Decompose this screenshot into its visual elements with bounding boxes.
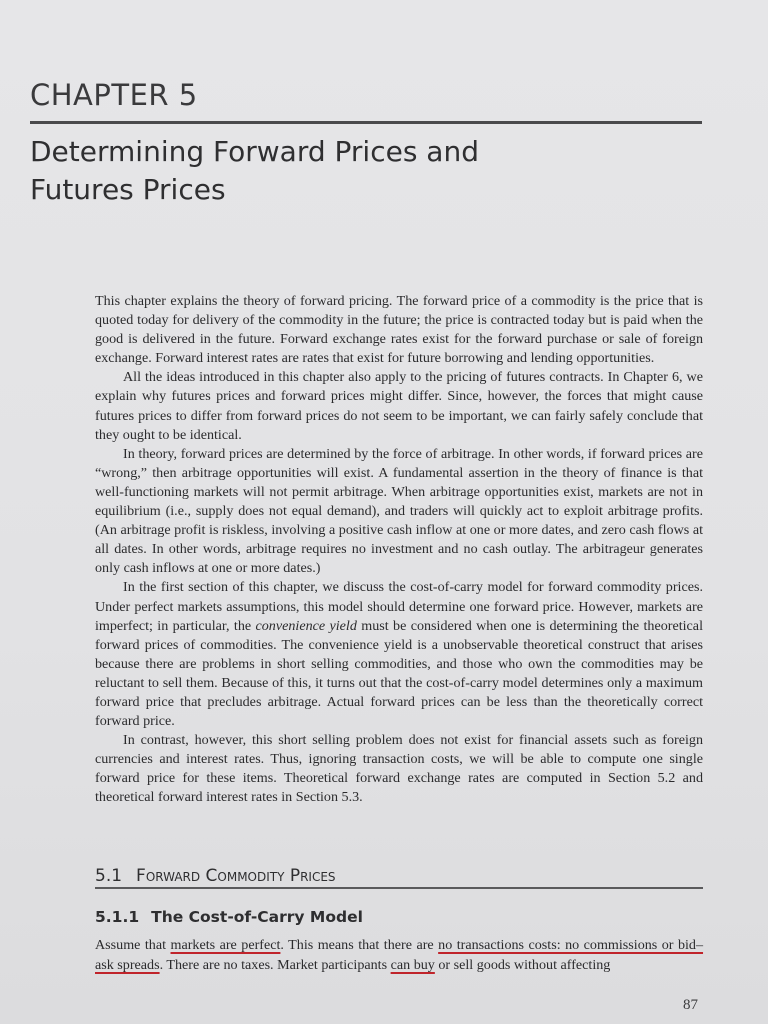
chapter-label: CHAPTER 5	[30, 78, 198, 112]
subsection-number: 5.1.1	[95, 908, 140, 926]
text-run: . There are no taxes. Market participants	[159, 957, 391, 973]
intro-paragraph-1: This chapter explains the theory of forward pricing. The forward price of a commodity is the price that is quoted today for delivery of the commodity in the future; the price is contracted today but is paid when the good is delivered in the future. Forward exchange rates exist for the forward purchase or sale of foreign exchange. Forward interest rates are rates that exist for future borrowing and lending opportunities.	[95, 293, 703, 367]
subsection-title: The Cost-of-Carry Model	[151, 908, 363, 926]
chapter-title-line1: Determining Forward Prices and	[30, 135, 479, 168]
page-number: 87	[683, 997, 698, 1013]
pen-underlined-text: markets are perfect	[170, 937, 281, 953]
intro-paragraph-2: All the ideas introduced in this chapter also apply to the pricing of futures contracts. In Chapter 6, we explain why futures prices and forward prices might differ. Since, however, the forces that might cause futures prices to differ from forward prices do not seem to be important, we can fairly safely conclude that they ought to be identical.	[95, 369, 703, 443]
chapter-rule	[30, 121, 702, 124]
section-title: Forward Commodity Prices	[136, 866, 336, 886]
convenience-yield-term: convenience yield	[255, 617, 357, 634]
subsection-text	[95, 935, 703, 975]
text-run: Assume that	[95, 937, 171, 953]
subsection-heading	[95, 908, 363, 926]
chapter-title	[30, 133, 690, 209]
text-run: or sell goods without affecting	[434, 957, 611, 973]
intro-text	[95, 292, 703, 808]
intro-paragraph-3: In theory, forward prices are determined by the force of arbitrage. In other words, if forward prices are “wrong,” then arbitrage opportunities will exist. A fundamental assertion in the theory of finance is that well-functioning markets will not permit arbitrage. When arbitrage opportunities exist, markets are not in equilibrium (i.e., supply does not equal demand), and traders will quickly act to exploit arbitrage profits. (An arbitrage profit is riskless, involving a positive cash inflow at one or more dates, and zero cash flows at all dates. In other words, arbitrage requires no investment and no cash outlay. The arbitrageur generates only cash inflows at one or more dates.)	[95, 445, 703, 577]
subsection-paragraph	[95, 935, 703, 975]
chapter-title-line2: Futures Prices	[30, 173, 226, 206]
intro-paragraph-4	[95, 578, 703, 731]
section-rule	[95, 887, 703, 889]
section-number: 5.1	[95, 866, 123, 886]
pen-underlined-text: no transactions costs: no commissions or bid–ask spreads	[95, 937, 704, 973]
section-heading	[95, 866, 703, 886]
text-run: . This means that there are	[280, 937, 439, 953]
intro-paragraph-4-a: In the first section of this chapter, we discuss the cost-of-carry model for forward commodity prices. Under perfect markets assumptions, this model should determine one forward price. However, markets are imperfect; in particular, the	[95, 579, 703, 634]
pen-underlined-text: can buy	[390, 957, 435, 973]
intro-paragraph-4-b: must be considered when one is determining the theoretical forward prices of commodities. The convenience yield is a unobservable theoretical construct that arises because there are problems in short selling commodities, and those who own the commodities may be reluctant to sell them. Because of this, it turns out that the cost-of-carry model determines only a maximum forward price that precludes arbitrage. Actual forward prices can be less than the theoretically correct forward price.	[95, 617, 703, 730]
intro-paragraph-5: In contrast, however, this short selling problem does not exist for financial assets such as foreign currencies and interest rates. Thus, ignoring transaction costs, we will be able to compute one single forward price for these items. Theoretical forward exchange rates are computed in Section 5.2 and theoretical forward interest rates in Section 5.3.	[95, 732, 703, 806]
